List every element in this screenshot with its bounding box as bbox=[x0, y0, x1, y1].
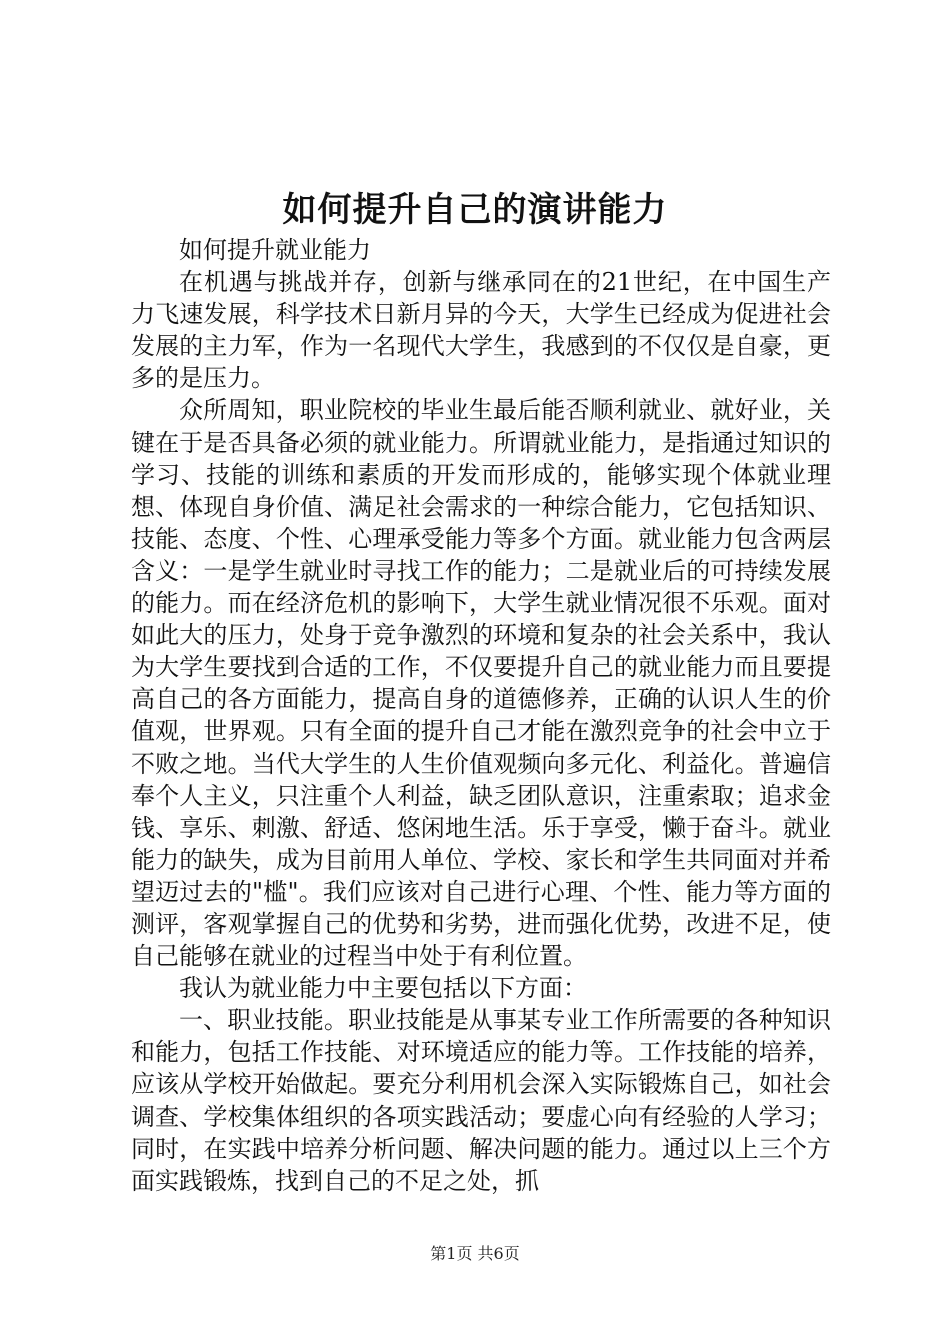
paragraph-subtitle: 如何提升就业能力 bbox=[179, 236, 371, 264]
paragraph-employability: 众所周知，职业院校的毕业生最后能否顺利就业、就好业，关键在于是否具备必须的就业能力。所谓就业能力，是指通过知识的学习、技能的训练和素质的开发而形成的，能够实现个体就业理想、体现自身价值、满足社会需求的一种综合能力，它包括知识、技能、态度、个性、心理承受能力等多个方面。就业能力包含两层含义：一是学生就业时寻找工作的能力；二是就业后的可持续发展的能力。而在经济危机的影响下，大学生就业情况很不乐观。面对如此大的压力，处身于竞争激烈的环境和复杂的社会关系中，我认为大学生要找到合适的工作，不仅要提升自己的就业能力而且要提高自己的各方面能力，提高自身的道德修养，正确的认识人生的价值观，世界观。只有全面的提升自己才能在激烈竞争的社会中立于不败之地。当代大学生的人生价值观频向多元化、利益化。普遍信奉个人主义，只注重个人利益，缺乏团队意识，注重索取；追求金钱、享乐、刺激、舒适、悠闲地生活。乐于享受，懒于奋斗。就业能力的缺失，成为目前用人单位、学校、家长和学生共同面对并希望迈过去的"槛"。我们应该对自己进行心理、个性、能力等方面的测评，客观掌握自己的优势和劣势，进而强化优势，改进不足，使自己能够在就业的过程当中处于有利位置。 bbox=[131, 396, 831, 971]
document-title: 如何提升自己的演讲能力 bbox=[282, 190, 668, 230]
paragraph-vocational-skills: 一、职业技能。职业技能是从事某专业工作所需要的各种知识和能力，包括工作技能、对环境适应的能力等。工作技能的培养，应该从学校开始做起。要充分利用机会深入实际锻炼自己，如社会调查、学校集体组织的各项实践活动；要虚心向有经验的人学习；同时，在实践中培养分析问题、解决问题的能力。通过以上三个方面实践锻炼，找到自己的不足之处，抓 bbox=[131, 1006, 831, 1195]
page-footer: 第1页 共6页 bbox=[430, 1244, 520, 1263]
paragraph-aspects-intro: 我认为就业能力中主要包括以下方面： bbox=[179, 974, 587, 1003]
document-body bbox=[131, 234, 831, 1197]
paragraph-intro: 在机遇与挑战并存，创新与继承同在的21世纪，在中国生产力飞速发展，科学技术日新月异的今天，大学生已经成为促进社会发展的主力军，作为一名现代大学生，我感到的不仅仅是自豪，更多的是压力。 bbox=[131, 268, 831, 393]
